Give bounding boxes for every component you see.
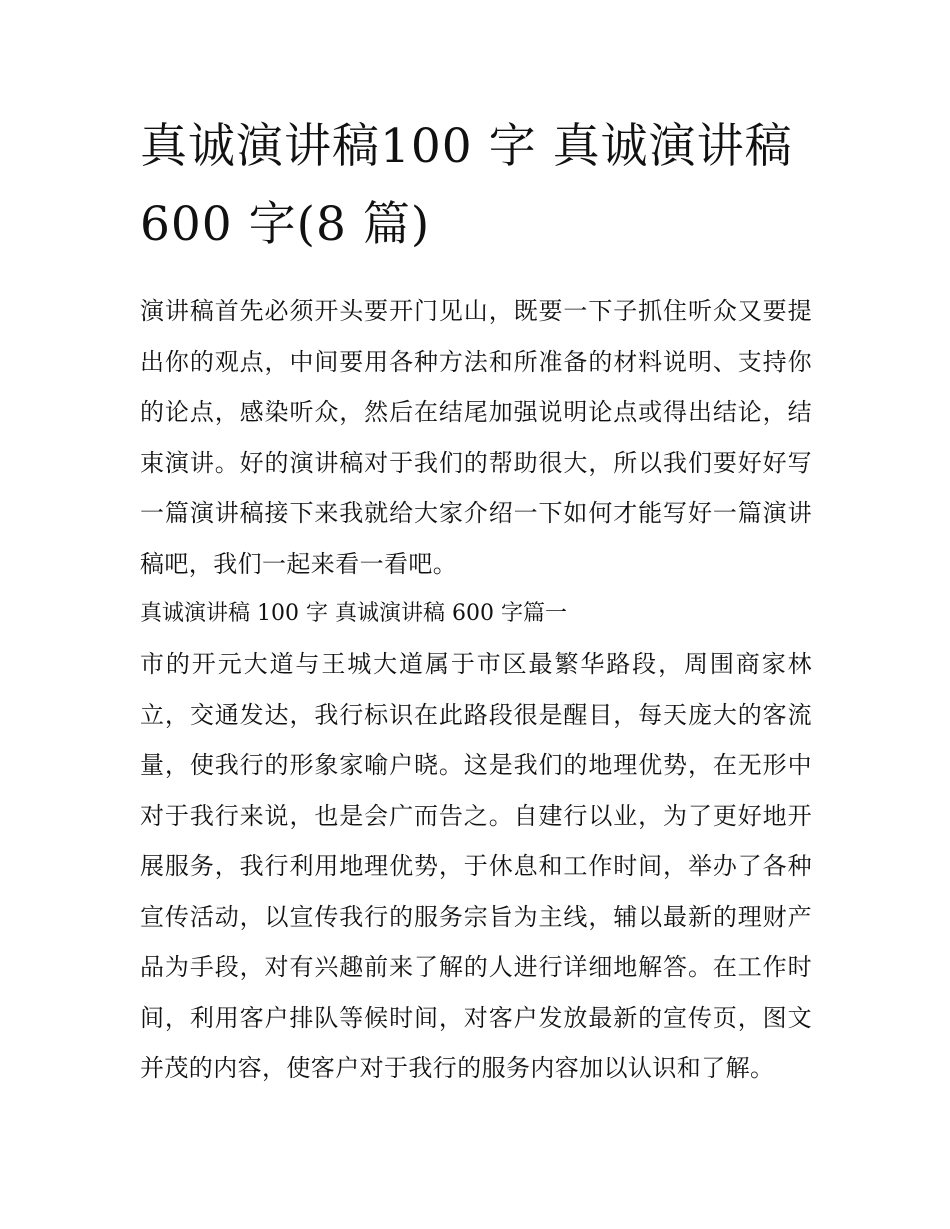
section-body-paragraph: 市的开元大道与王城大道属于市区最繁华路段，周围商家林立，交通发达，我行标识在此路段很是醒目，每天庞大的客流量，使我行的形象家喻户晓。这是我们的地理优势，在无形中对于我行来说，也是会广而告之。自建行以业，为了更好地开展服务，我行利用地理优势，于休息和工作时间，举办了各种宣传活动，以宣传我行的服务宗旨为主线，辅以最新的理财产品为手段，对有兴趣前来了解的人进行详细地解答。在工作时间，利用客户排队等候时间，对客户发放最新的宣传页，图文并茂的内容，使客户对于我行的服务内容加以认识和了解。: [140, 650, 812, 1082]
document-page: [140, 108, 812, 1094]
document-title: 真诚演讲稿100 字 真诚演讲稿 600 字(8 篇): [140, 119, 793, 252]
intro-paragraph: 演讲稿首先必须开头要开门见山，既要一下子抓住听众又要提出你的观点，中间要用各种方法和所准备的材料说明、支持你的论点，感染听众，然后在结尾加强说明论点或得出结论，结束演讲。好的演讲稿对于我们的帮助很大，所以我们要好好写一篇演讲稿接下来我就给大家介绍一下如何才能写好一篇演讲稿吧，我们一起来看一看吧。: [140, 297, 812, 578]
section-heading: 真诚演讲稿 100 字 真诚演讲稿 600 字篇一: [140, 601, 567, 626]
